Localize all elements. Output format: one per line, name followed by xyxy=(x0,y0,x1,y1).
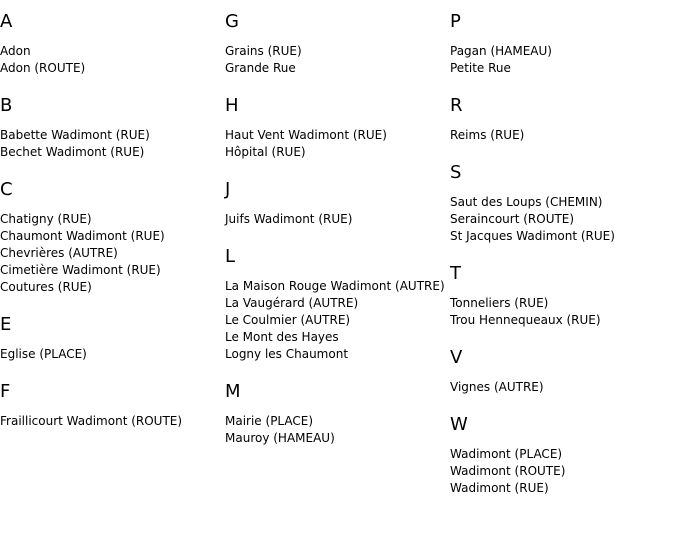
street-link[interactable]: Cimetière Wadimont (RUE) xyxy=(0,263,161,277)
street-link[interactable]: Adon (ROUTE) xyxy=(0,61,86,75)
street-link[interactable]: Pagan (HAMEAU) xyxy=(450,44,552,58)
letter-heading: P xyxy=(450,11,461,32)
street-link[interactable]: Eglise (PLACE) xyxy=(0,347,87,361)
index-column-3 xyxy=(450,10,670,514)
street-link[interactable]: Tonneliers (RUE) xyxy=(450,296,549,310)
street-link[interactable]: Logny les Chaumont xyxy=(225,347,349,361)
street-link[interactable]: St Jacques Wadimont (RUE) xyxy=(450,229,615,243)
letter-heading: G xyxy=(225,11,239,32)
letter-group-l xyxy=(225,245,445,363)
street-link[interactable]: Le Mont des Hayes xyxy=(225,330,339,344)
letter-group-j xyxy=(225,178,445,228)
street-link[interactable]: Wadimont (PLACE) xyxy=(450,447,563,461)
letter-group-c xyxy=(0,178,220,296)
letter-heading: H xyxy=(225,95,239,116)
street-link[interactable]: Chevrières (AUTRE) xyxy=(0,246,118,260)
letter-group-h xyxy=(225,94,445,161)
street-link[interactable]: Vignes (AUTRE) xyxy=(450,380,544,394)
letter-group-r xyxy=(450,94,670,144)
street-link[interactable]: Grande Rue xyxy=(225,61,296,75)
street-link[interactable]: Coutures (RUE) xyxy=(0,280,92,294)
letter-group-e xyxy=(0,313,220,363)
letter-heading: R xyxy=(450,95,463,116)
letter-group-a xyxy=(0,10,220,77)
street-link[interactable]: Saut des Loups (CHEMIN) xyxy=(450,195,603,209)
street-link[interactable]: Petite Rue xyxy=(450,61,511,75)
letter-heading: T xyxy=(450,263,461,284)
letter-group-g xyxy=(225,10,445,77)
letter-heading: C xyxy=(0,179,13,200)
street-link[interactable]: Bechet Wadimont (RUE) xyxy=(0,145,145,159)
letter-heading: J xyxy=(225,179,231,200)
street-link[interactable]: Chatigny (RUE) xyxy=(0,212,92,226)
street-link[interactable]: Wadimont (ROUTE) xyxy=(450,464,566,478)
street-link[interactable]: La Vaugérard (AUTRE) xyxy=(225,296,359,310)
street-link[interactable]: Grains (RUE) xyxy=(225,44,302,58)
street-link[interactable]: La Maison Rouge Wadimont (AUTRE) xyxy=(225,279,445,293)
street-link[interactable]: Trou Hennequeaux (RUE) xyxy=(450,313,601,327)
letter-heading: E xyxy=(0,314,12,335)
street-link[interactable]: Le Coulmier (AUTRE) xyxy=(225,313,351,327)
street-link[interactable]: Reims (RUE) xyxy=(450,128,525,142)
index-column-2 xyxy=(225,10,445,464)
street-link[interactable]: Adon xyxy=(0,44,31,58)
letter-group-v xyxy=(450,346,670,396)
letter-heading: F xyxy=(0,381,11,402)
street-link[interactable]: Babette Wadimont (RUE) xyxy=(0,128,150,142)
street-link[interactable]: Wadimont (RUE) xyxy=(450,481,549,495)
letter-heading: B xyxy=(0,95,13,116)
letter-group-f xyxy=(0,380,220,430)
street-link[interactable]: Chaumont Wadimont (RUE) xyxy=(0,229,165,243)
letter-group-p xyxy=(450,10,670,77)
letter-group-m xyxy=(225,380,445,447)
letter-heading: W xyxy=(450,414,468,435)
letter-group-t xyxy=(450,262,670,329)
street-link[interactable]: Mairie (PLACE) xyxy=(225,414,314,428)
street-link[interactable]: Juifs Wadimont (RUE) xyxy=(225,212,353,226)
index-column-1 xyxy=(0,10,220,447)
street-link[interactable]: Mauroy (HAMEAU) xyxy=(225,431,335,445)
street-link[interactable]: Fraillicourt Wadimont (ROUTE) xyxy=(0,414,183,428)
letter-heading: L xyxy=(225,246,236,267)
street-link[interactable]: Seraincourt (ROUTE) xyxy=(450,212,575,226)
letter-heading: S xyxy=(450,162,462,183)
street-link[interactable]: Hôpital (RUE) xyxy=(225,145,306,159)
street-link[interactable]: Haut Vent Wadimont (RUE) xyxy=(225,128,387,142)
letter-heading: A xyxy=(0,11,13,32)
letter-group-w xyxy=(450,413,670,497)
letter-group-b xyxy=(0,94,220,161)
letter-group-s xyxy=(450,161,670,245)
letter-heading: M xyxy=(225,381,241,402)
letter-heading: V xyxy=(450,347,463,368)
